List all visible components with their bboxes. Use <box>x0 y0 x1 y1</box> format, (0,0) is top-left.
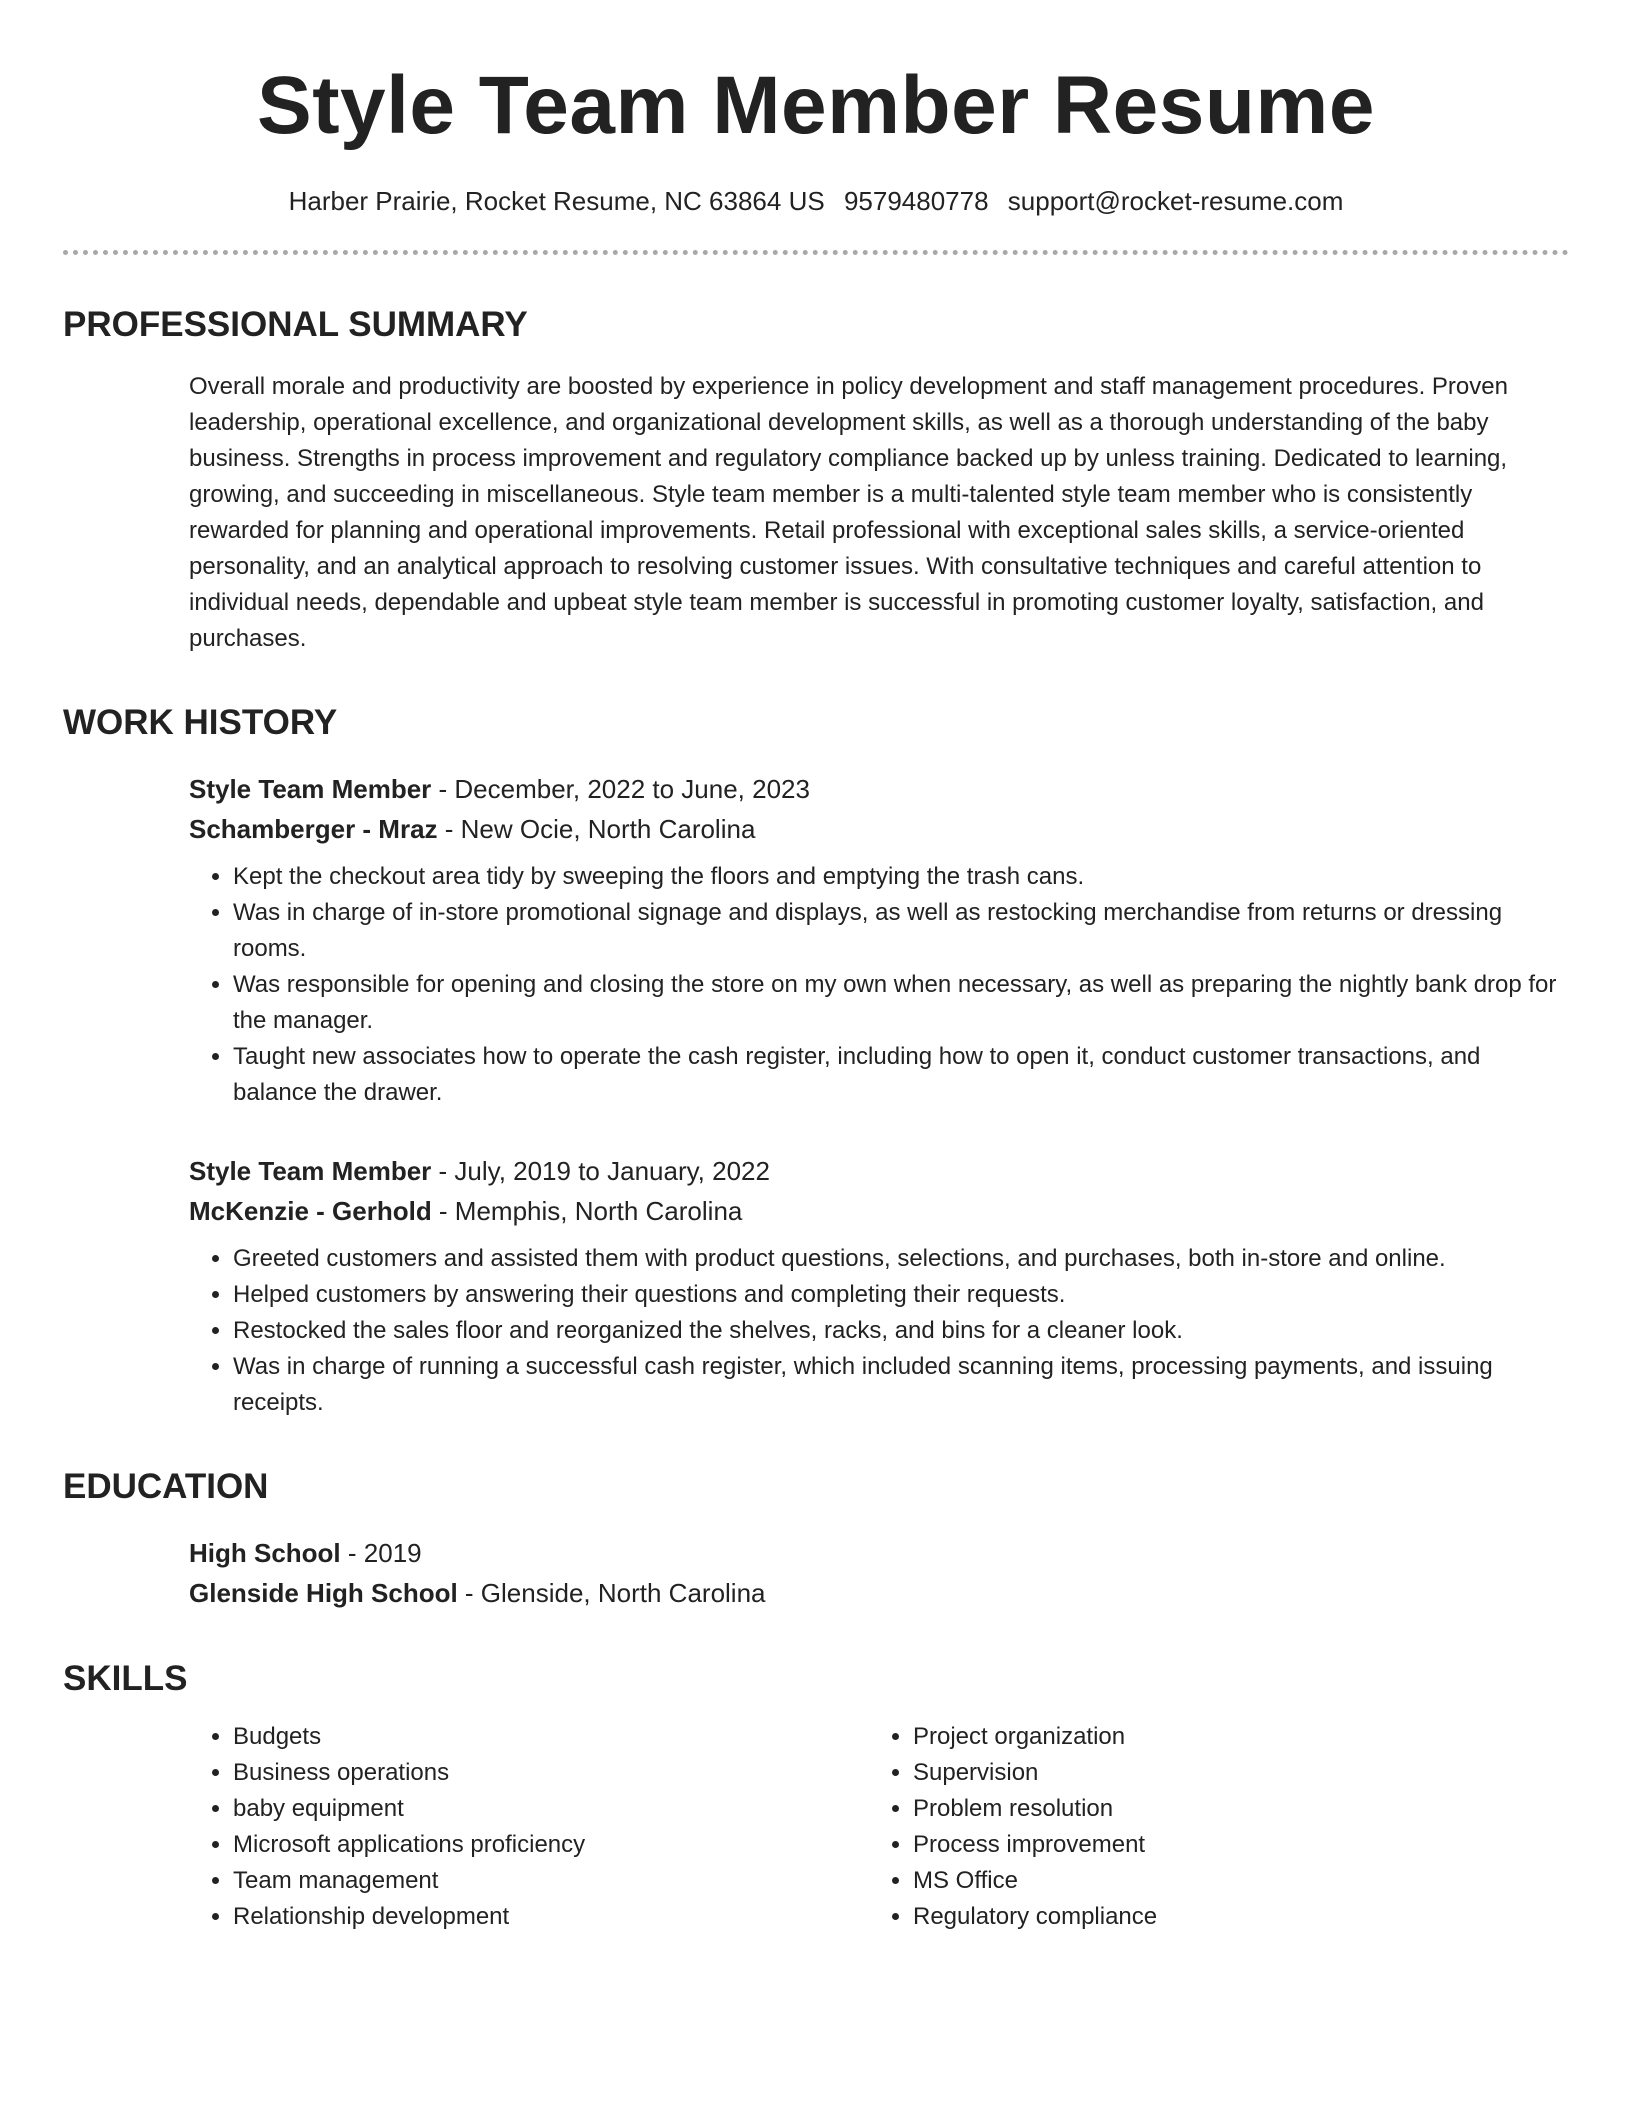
summary-section <box>63 303 1569 657</box>
job-location: - New Ocie, North Carolina <box>437 814 756 844</box>
job-duties <box>189 859 1569 1111</box>
skills-list-left <box>189 1719 829 1935</box>
job-dates: - December, 2022 to June, 2023 <box>431 774 810 804</box>
job-company-line <box>189 1191 1569 1231</box>
job-company: Schamberger - Mraz <box>189 814 438 844</box>
skills-section <box>63 1657 1569 1935</box>
contact-email: support@rocket-resume.com <box>1007 186 1344 216</box>
job-duty: • Was in charge of in-store promotional signage and displays, as well as restocking merchandise from returns or dressing rooms. <box>233 895 1569 967</box>
skill-item: • Project organization <box>913 1719 1509 1755</box>
job-title-line <box>189 1151 1569 1191</box>
education-entry <box>189 1533 1569 1613</box>
job-company: McKenzie - Gerhold <box>189 1196 432 1226</box>
skill-item: • Budgets <box>233 1719 829 1755</box>
header-divider <box>63 250 1569 255</box>
skill-item: • MS Office <box>913 1863 1509 1899</box>
education-section <box>63 1465 1569 1613</box>
job-dates: - July, 2019 to January, 2022 <box>431 1156 770 1186</box>
contact-address: Harber Prairie, Rocket Resume, NC 63864 US <box>288 186 825 216</box>
skills-columns <box>189 1719 1569 1935</box>
contact-line <box>63 184 1569 218</box>
education-degree: High School <box>189 1538 341 1568</box>
job-entry-1 <box>189 769 1569 1111</box>
job-duty: • Taught new associates how to operate the cash register, including how to open it, conduct customer transactions, and balance the drawer. <box>233 1039 1569 1111</box>
education-year: - 2019 <box>340 1538 422 1568</box>
education-school-line <box>189 1573 1569 1613</box>
summary-text: Overall morale and productivity are boosted by experience in policy development and staff management procedures. Proven leadership, operational excellence, and organizational development skills, as well as a thorough understanding of the baby business. Strengths in process improvement and regulatory compliance backed up by unless training. Dedicated to learning, growing, and succeeding in miscellaneous. Style team member is a multi-talented style team member who is consistently rewarded for planning and operational improvements. Retail professional with exceptional sales skills, a service-oriented personality, and an analytical approach to resolving customer issues. With consultative techniques and careful attention to individual needs, dependable and upbeat style team member is successful in promoting customer loyalty, satisfaction, and purchases. <box>189 373 1508 652</box>
skill-item: • Regulatory compliance <box>913 1899 1509 1935</box>
contact-phone: 9579480778 <box>843 186 989 216</box>
resume-title: Style Team Member Resume <box>257 60 1375 151</box>
job-company-line <box>189 809 1569 849</box>
skill-item: • Microsoft applications proficiency <box>233 1827 829 1863</box>
skill-item: • Business operations <box>233 1755 829 1791</box>
job-duties <box>189 1241 1569 1421</box>
skill-item: • Supervision <box>913 1755 1509 1791</box>
job-duty: • Was in charge of running a successful cash register, which included scanning items, processing payments, and issuing receipts. <box>233 1349 1569 1421</box>
education-location: - Glenside, North Carolina <box>457 1578 766 1608</box>
job-duty: • Was responsible for opening and closing the store on my own when necessary, as well as preparing the nightly bank drop for the manager. <box>233 967 1569 1039</box>
skills-heading: SKILLS <box>63 1659 188 1698</box>
job-title: Style Team Member <box>189 774 432 804</box>
work-history-section <box>63 701 1569 1421</box>
education-school: Glenside High School <box>189 1578 458 1608</box>
job-duty: • Restocked the sales floor and reorganized the shelves, racks, and bins for a cleaner look. <box>233 1313 1569 1349</box>
skill-item: • Relationship development <box>233 1899 829 1935</box>
work-history-heading: WORK HISTORY <box>63 703 338 742</box>
job-entry-2 <box>189 1151 1569 1421</box>
skill-item: • Team management <box>233 1863 829 1899</box>
job-duty: • Kept the checkout area tidy by sweeping the floors and emptying the trash cans. <box>233 859 1569 895</box>
education-degree-line <box>189 1533 1569 1573</box>
job-duty: • Helped customers by answering their questions and completing their requests. <box>233 1277 1569 1313</box>
skills-list-right <box>869 1719 1509 1935</box>
job-duty: • Greeted customers and assisted them with product questions, selections, and purchases, both in-store and online. <box>233 1241 1569 1277</box>
job-title: Style Team Member <box>189 1156 432 1186</box>
education-heading: EDUCATION <box>63 1467 269 1506</box>
job-title-line <box>189 769 1569 809</box>
job-location: - Memphis, North Carolina <box>431 1196 743 1226</box>
skill-item: • Problem resolution <box>913 1791 1509 1827</box>
skill-item: • baby equipment <box>233 1791 829 1827</box>
summary-heading: PROFESSIONAL SUMMARY <box>63 305 528 344</box>
skill-item: • Process improvement <box>913 1827 1509 1863</box>
